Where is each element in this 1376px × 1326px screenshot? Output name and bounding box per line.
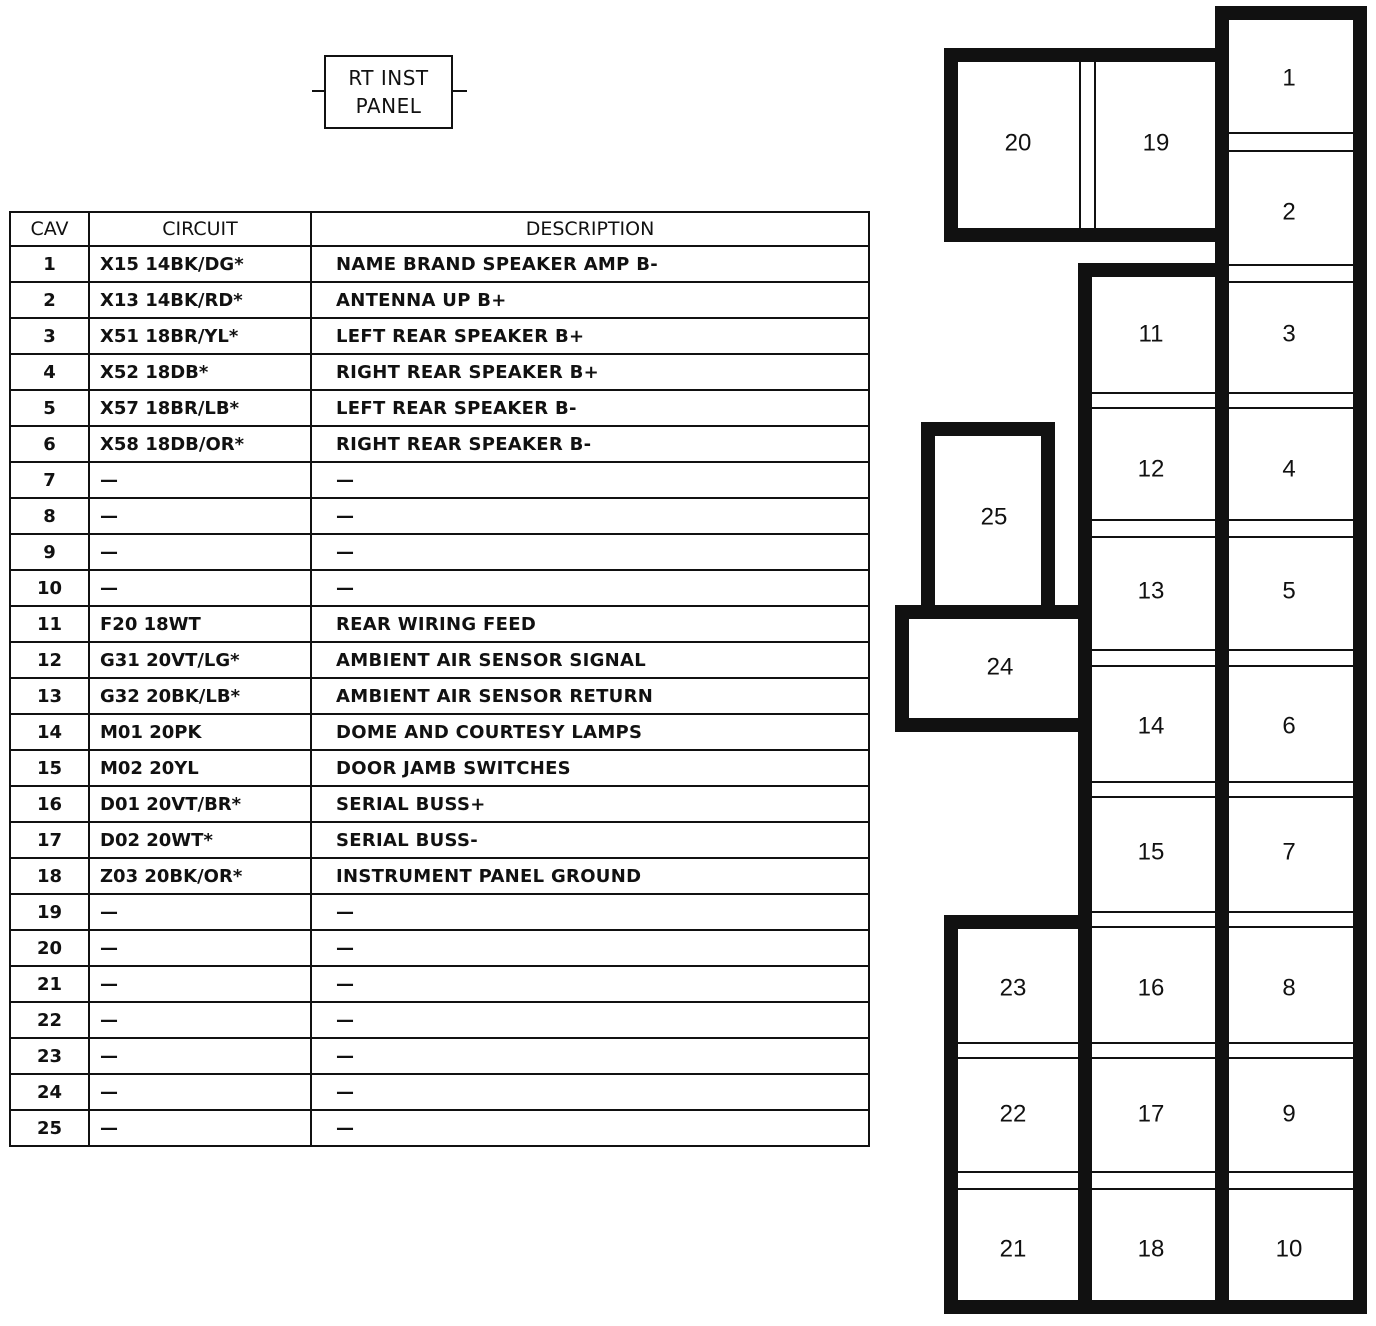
middle-column-outline: [1085, 270, 1222, 1307]
cavity-3-label: 3: [1282, 320, 1296, 348]
cell-cav: 24: [10, 1074, 89, 1110]
cavity-7-label: 7: [1282, 838, 1296, 866]
cell-circuit: —: [89, 930, 311, 966]
cell-cav: 7: [10, 462, 89, 498]
top-block-outline: [951, 55, 1222, 235]
cell-cav: 13: [10, 678, 89, 714]
cavity-2-label: 2: [1282, 198, 1296, 226]
cell-cav: 10: [10, 570, 89, 606]
cell-description: LEFT REAR SPEAKER B+: [311, 318, 869, 354]
cell-cav: 9: [10, 534, 89, 570]
cell-cav: 15: [10, 750, 89, 786]
cell-description: —: [311, 1002, 869, 1038]
cell-cav: 18: [10, 858, 89, 894]
cavity-13-label: 13: [1137, 577, 1165, 605]
connector-title-line2: PANEL: [355, 94, 422, 118]
header-cav: CAV: [10, 212, 89, 246]
connector-title-line1: RT INST: [348, 66, 429, 90]
cell-cav: 5: [10, 390, 89, 426]
cavity-18-label: 18: [1137, 1235, 1165, 1263]
cell-circuit: G31 20VT/LG*: [89, 642, 311, 678]
cell-cav: 25: [10, 1110, 89, 1146]
cell-cav: 3: [10, 318, 89, 354]
cell-cav: 20: [10, 930, 89, 966]
header-circuit: CIRCUIT: [89, 212, 311, 246]
header-description: DESCRIPTION: [311, 212, 869, 246]
cell-description: RIGHT REAR SPEAKER B+: [311, 354, 869, 390]
cell-circuit: —: [89, 966, 311, 1002]
cavity-22-label: 22: [999, 1100, 1027, 1128]
cell-circuit: X51 18BR/YL*: [89, 318, 311, 354]
cavity-4-label: 4: [1282, 455, 1296, 483]
cell-description: AMBIENT AIR SENSOR RETURN: [311, 678, 869, 714]
cell-description: LEFT REAR SPEAKER B-: [311, 390, 869, 426]
cell-description: DOOR JAMB SWITCHES: [311, 750, 869, 786]
cell-cav: 8: [10, 498, 89, 534]
cell-circuit: D01 20VT/BR*: [89, 786, 311, 822]
cell-circuit: D02 20WT*: [89, 822, 311, 858]
cell-circuit: X57 18BR/LB*: [89, 390, 311, 426]
cell-circuit: X58 18DB/OR*: [89, 426, 311, 462]
cell-circuit: X13 14BK/RD*: [89, 282, 311, 318]
cell-cav: 17: [10, 822, 89, 858]
cell-cav: 16: [10, 786, 89, 822]
cell-description: REAR WIRING FEED: [311, 606, 869, 642]
cell-circuit: —: [89, 1002, 311, 1038]
cell-description: —: [311, 930, 869, 966]
cell-circuit: G32 20BK/LB*: [89, 678, 311, 714]
cavity-15-label: 15: [1137, 838, 1165, 866]
cell-circuit: Z03 20BK/OR*: [89, 858, 311, 894]
cell-cav: 19: [10, 894, 89, 930]
cell-description: —: [311, 894, 869, 930]
cell-description: DOME AND COURTESY LAMPS: [311, 714, 869, 750]
cavity-16-label: 16: [1137, 974, 1165, 1002]
cell-circuit: X52 18DB*: [89, 354, 311, 390]
cell-circuit: —: [89, 534, 311, 570]
cell-cav: 23: [10, 1038, 89, 1074]
cell-description: INSTRUMENT PANEL GROUND: [311, 858, 869, 894]
cell-cav: 4: [10, 354, 89, 390]
cavity-8-label: 8: [1282, 974, 1296, 1002]
cell-circuit: F20 18WT: [89, 606, 311, 642]
cell-description: —: [311, 1038, 869, 1074]
cavity-23-label: 23: [999, 974, 1027, 1002]
cavity-24-label: 24: [986, 653, 1014, 681]
cell-circuit: X15 14BK/DG*: [89, 246, 311, 282]
cavity-19-label: 19: [1142, 129, 1170, 157]
cavity-9-label: 9: [1282, 1100, 1296, 1128]
cell-circuit: —: [89, 1074, 311, 1110]
cavity-17-label: 17: [1137, 1100, 1165, 1128]
cavity-6-label: 6: [1282, 712, 1296, 740]
cell-circuit: —: [89, 894, 311, 930]
cavity-20-label: 20: [1004, 129, 1032, 157]
cavity-12-label: 12: [1137, 455, 1165, 483]
cell-description: SERIAL BUSS-: [311, 822, 869, 858]
cavity-21-label: 21: [999, 1235, 1027, 1263]
cell-description: —: [311, 1074, 869, 1110]
cell-description: NAME BRAND SPEAKER AMP B-: [311, 246, 869, 282]
cell-cav: 22: [10, 1002, 89, 1038]
cell-description: ANTENNA UP B+: [311, 282, 869, 318]
cell-circuit: M01 20PK: [89, 714, 311, 750]
cavity-25-label: 25: [980, 503, 1008, 531]
cell-cav: 2: [10, 282, 89, 318]
cell-circuit: —: [89, 1110, 311, 1146]
cell-cav: 1: [10, 246, 89, 282]
cavity-5-label: 5: [1282, 577, 1296, 605]
cell-description: AMBIENT AIR SENSOR SIGNAL: [311, 642, 869, 678]
cell-description: —: [311, 570, 869, 606]
cell-description: RIGHT REAR SPEAKER B-: [311, 426, 869, 462]
cell-description: —: [311, 498, 869, 534]
cell-cav: 6: [10, 426, 89, 462]
cell-circuit: —: [89, 1038, 311, 1074]
cell-description: —: [311, 462, 869, 498]
cell-description: SERIAL BUSS+: [311, 786, 869, 822]
cell-cav: 12: [10, 642, 89, 678]
cell-description: —: [311, 534, 869, 570]
cell-cav: 11: [10, 606, 89, 642]
cell-description: —: [311, 1110, 869, 1146]
cell-circuit: —: [89, 498, 311, 534]
cavity-1-label: 1: [1282, 64, 1296, 92]
cell-description: —: [311, 966, 869, 1002]
cell-cav: 21: [10, 966, 89, 1002]
cavity-10-label: 10: [1275, 1235, 1303, 1263]
cell-circuit: —: [89, 462, 311, 498]
cavity-11-label: 11: [1138, 320, 1164, 348]
cell-circuit: —: [89, 570, 311, 606]
cell-circuit: M02 20YL: [89, 750, 311, 786]
cavity-14-label: 14: [1137, 712, 1165, 740]
cell-cav: 14: [10, 714, 89, 750]
